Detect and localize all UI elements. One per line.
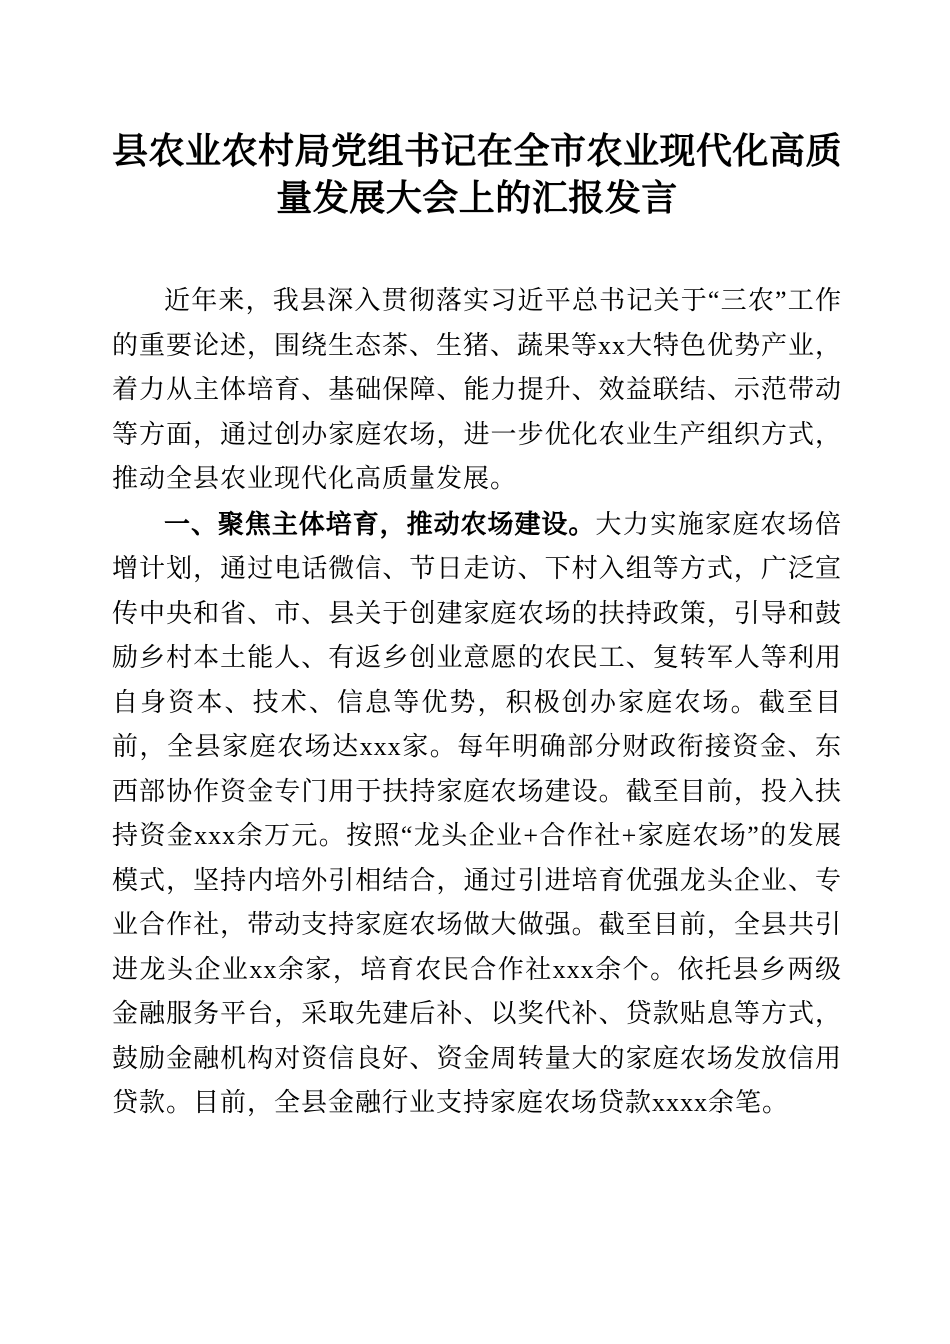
paragraph-section-1 <box>112 502 842 1126</box>
document-title: 县农业农村局党组书记在全市农业现代化高质量发展大会上的汇报发言 <box>112 131 843 218</box>
paragraph-section-1-text: 大力实施家庭农场倍增计划，通过电话微信、节日走访、下村入组等方式，广泛宣传中央和省、市、县关于创建家庭农场的扶持政策，引导和鼓励乡村本土能人、有返乡创业意愿的农民工、复转军人等利用自身资本、技术、信息等优势，积极创办家庭农场。截至目前，全县家庭农场达xxx家。每年明确部分财政衔接资金、东西部协作资金专门用于扶持家庭农场建设。截至目前，投入扶持资金xxx余万元。按照“龙头企业+合作社+家庭农场”的发展模式，坚持内培外引相结合，通过引进培育优强龙头企业、专业合作社，带动支持家庭农场做大做强。截至目前，全县共引进龙头企业xx余家，培育农民合作社xxx余个。依托县乡两级金融服务平台，采取先建后补、以奖代补、贷款贴息等方式，鼓励金融机构对资信良好、资金周转量大的家庭农场发放信用贷款。目前，全县金融行业支持家庭农场贷款xxxx余笔。 <box>112 509 842 1117</box>
paragraph-intro <box>112 278 842 502</box>
paragraph-section-1-lead: 一、聚焦主体培育，推动农场建设。 <box>164 508 596 539</box>
document-body <box>112 278 842 1126</box>
paragraph-intro-text: 近年来，我县深入贯彻落实习近平总书记关于“三农”工作的重要论述，围绕生态茶、生猪、蔬果等xx大特色优势产业，着力从主体培育、基础保障、能力提升、效益联结、示范带动等方面，通过创办家庭农场，进一步优化农业生产组织方式，推动全县农业现代化高质量发展。 <box>112 286 843 493</box>
